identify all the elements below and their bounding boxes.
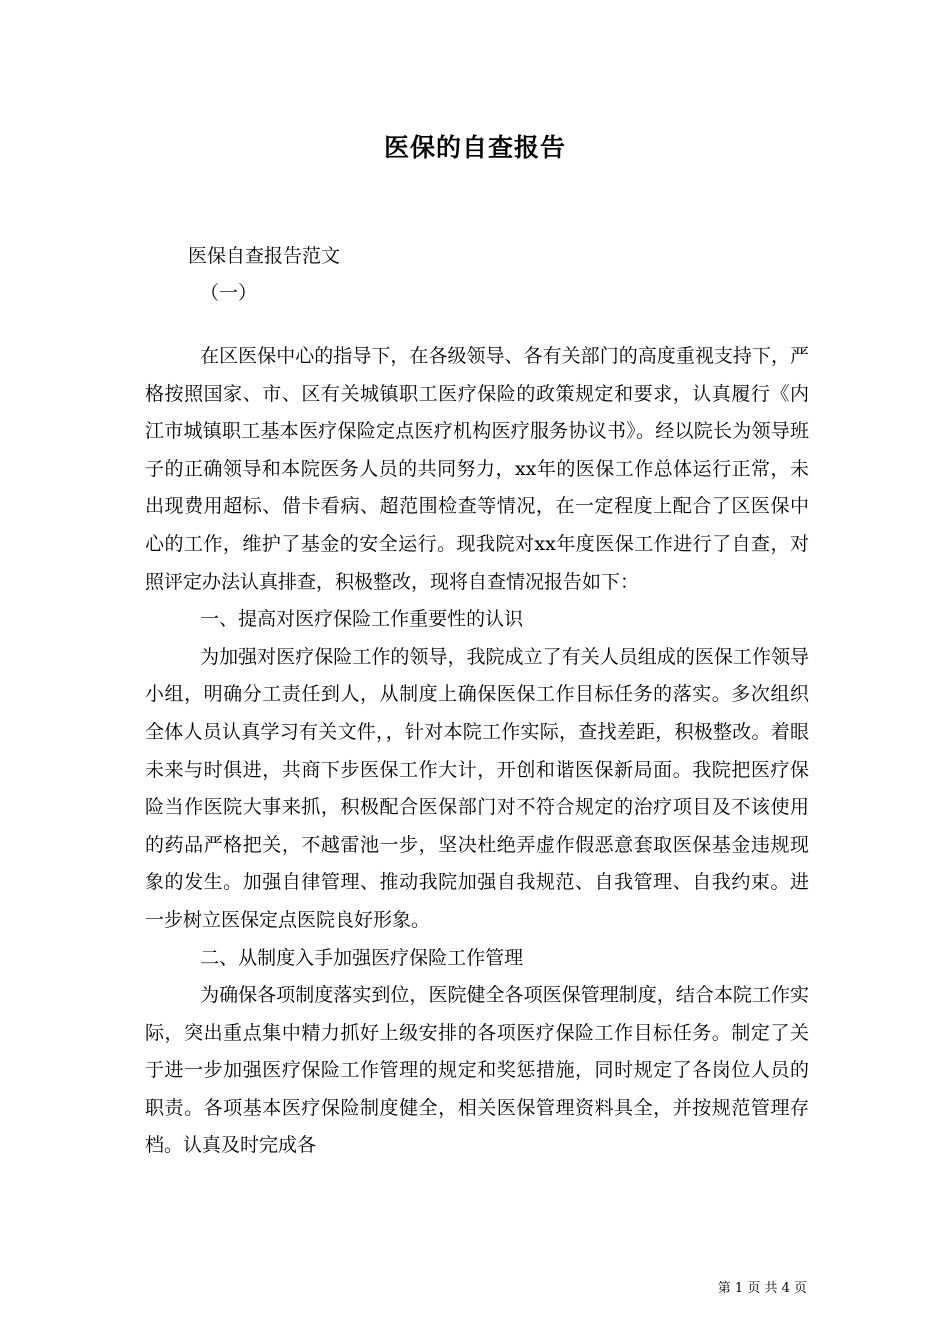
paragraph: 为确保各项制度落实到位，医院健全各项医保管理制度，结合本院工作实际，突出重点集中精力抓好上级安排的各项医疗保险工作目标任务。制定了关于进一步加强医疗保险工作管理的规定和奖惩措施，同时规定了各岗位人员的职责。各项基本医疗保险制度健全，相关医保管理资料具全，并按规范管理存档。认真及时完成各 (145, 984, 809, 1157)
paragraph: 为加强对医疗保险工作的领导，我院成立了有关人员组成的医保工作领导小组，明确分工责任到人，从制度上确保医保工作目标任务的落实。多次组织全体人员认真学习有关文件，，针对本院工作实际，查找差距，积极整改。着眼未来与时俱进，共商下步医保工作大计，开创和谐医保新局面。我院把医疗保险当作医院大事来抓，积极配合医保部门对不符合规定的治疗项目及不该使用的药品严格把关，不越雷池一步，坚决杜绝弄虚作假恶意套取医保基金违规现象的发生。加强自律管理、推动我院加强自我规范、自我管理、自我约束。进一步树立医保定点医院良好形象。 (145, 645, 809, 931)
paragraph: 在区医保中心的指导下，在各级领导、各有关部门的高度重视支持下，严格按照国家、市、区有关城镇职工医疗保险的政策规定和要求，认真履行《内江市城镇职工基本医疗保险定点医疗机构医疗服务协议书》。经以院长为领导班子的正确领导和本院医务人员的共同努力，xx年的医保工作总体运行正常，未出现费用超标、借卡看病、超范围检查等情况，在一定程度上配合了区医保中心的工作，维护了基金的安全运行。现我院对xx年度医保工作进行了自查，对照评定办法认真排查，积极整改，现将自查情况报告如下： (145, 345, 809, 593)
section-heading: 二、从制度入手加强医疗保险工作管理 (200, 946, 524, 969)
document-title: 医保的自查报告 (383, 133, 566, 162)
section-number: （一） (200, 282, 258, 304)
document-body (145, 338, 809, 1165)
document-subtitle: 医保自查报告范文 (188, 245, 341, 267)
section-heading: 一、提高对医疗保险工作重要性的认识 (200, 608, 524, 631)
page-number-footer: 第 1 页 共 4 页 (717, 1281, 807, 1296)
